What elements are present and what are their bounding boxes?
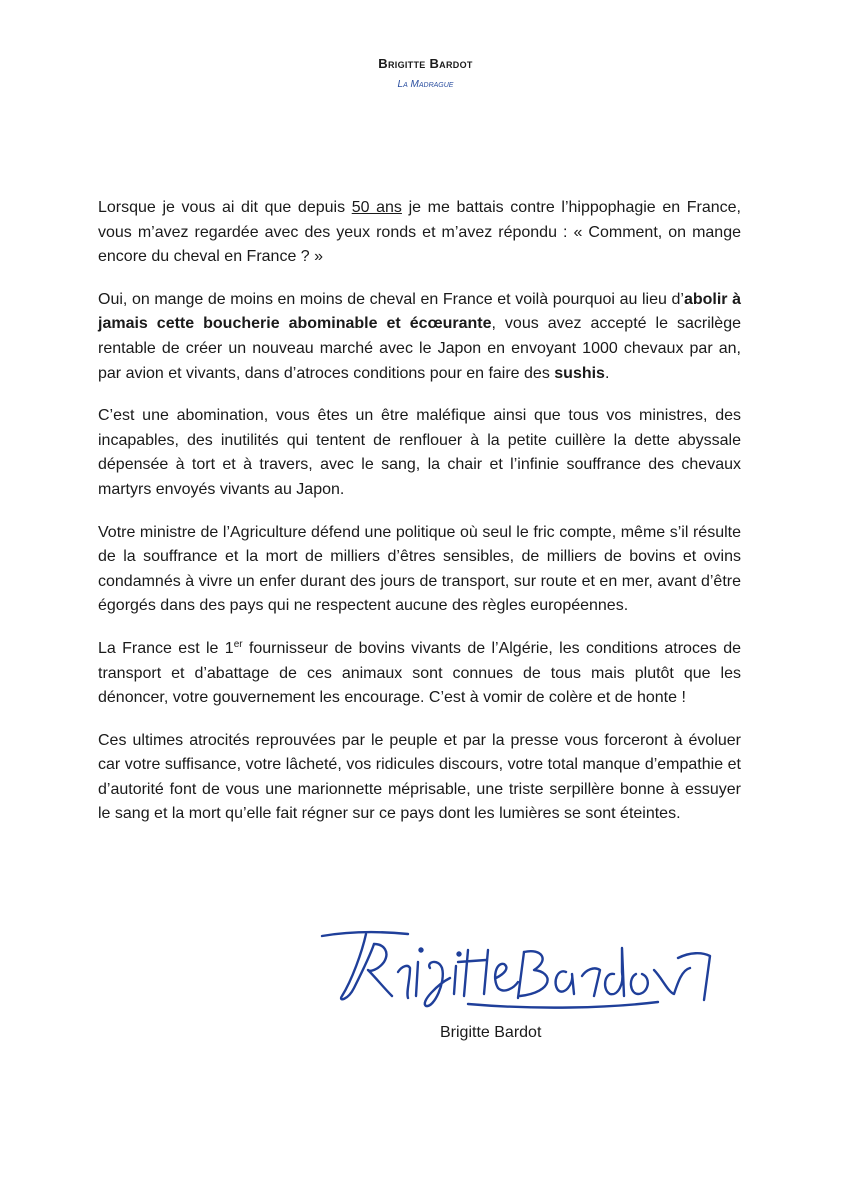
paragraph-6: Ces ultimes atrocités reprouvées par le peuple et par la presse vous forceront à évoluer car votre suffisance, votre lâcheté, vos ridicules discours, votre total manque d’empathie et d’autorité font de vous une marionnette méprisable, une triste serpillère bonne à essuyer le sang et la mort qu’elle fait régner sur ce pays dont les lumières se sont éteintes. [98,731,741,823]
paragraph-2-text-b: , vous avez accepté le sacrilège rentable de créer un nouveau marché avec le Japon en envoyant 1000 chevaux par an, par avion et vivants, dans d’atroces conditions pour en faire des [98,315,742,382]
paragraph-1 [98,196,741,270]
paragraph-5-text-b: fournisseur de bovins vivants de l’Algérie, les conditions atroces de transport et d’abattage de ces animaux sont connues de tous mais plutôt que les dénoncer, votre gouvernement les encourage. C’est à vomir de colère et de honte ! [98,639,741,707]
paragraph-2 [98,288,741,386]
handwritten-signature [318,922,718,1014]
signer-name: Brigitte Bardot [440,1024,542,1041]
letterhead [0,56,851,90]
sender-name: Brigitte Bardot [378,56,473,71]
letter-body [98,196,741,845]
paragraph-1-text-a: Lorsque je vous ai dit que depuis [98,199,352,216]
superscript-er: er [233,638,243,650]
sender-place: La Madrague [397,79,454,90]
paragraph-2-text-c: . [604,364,610,382]
paragraph-5-text-a: La France est le 1 [98,639,234,657]
underlined-50-ans: 50 ans [351,199,402,216]
paragraph-5 [98,637,741,711]
paragraph-3: C’est une abomination, vous êtes un être maléfique ainsi que tous vos ministres, des incapables, des inutilités qui tentent de renflouer à la petite cuillère la dette abyssale dépensée à tort et à travers, avec le sang, la chair et l’infinie souffrance des chevaux martyrs envoyés vivants au Japon. [98,407,741,498]
bold-phrase-abolir: abolir à jamais cette boucherie abominable et écœurante [98,290,741,333]
paragraph-4: Votre ministre de l’Agriculture défend une politique où seul le fric compte, même s’il résulte de la souffrance et la mort de milliers d’êtres sensibles, de milliers de bovins et ovins condamnés à vivre un enfer durant des jours de transport, sur route et en mer, avant d’être égorgés dans des pays qui ne respectent aucune des règles européennes. [98,523,741,615]
bold-word-sushis: sushis [554,364,605,382]
paragraph-1-text-b: je me battais contre l’hippophagie en France, vous m’avez regardée avec des yeux ronds et m’avez répondu : « Comment, on mange encore du cheval en France ? » [98,199,741,266]
paragraph-2-text-a: Oui, on mange de moins en moins de cheval en France et voilà pourquoi au lieu d’ [98,290,684,308]
